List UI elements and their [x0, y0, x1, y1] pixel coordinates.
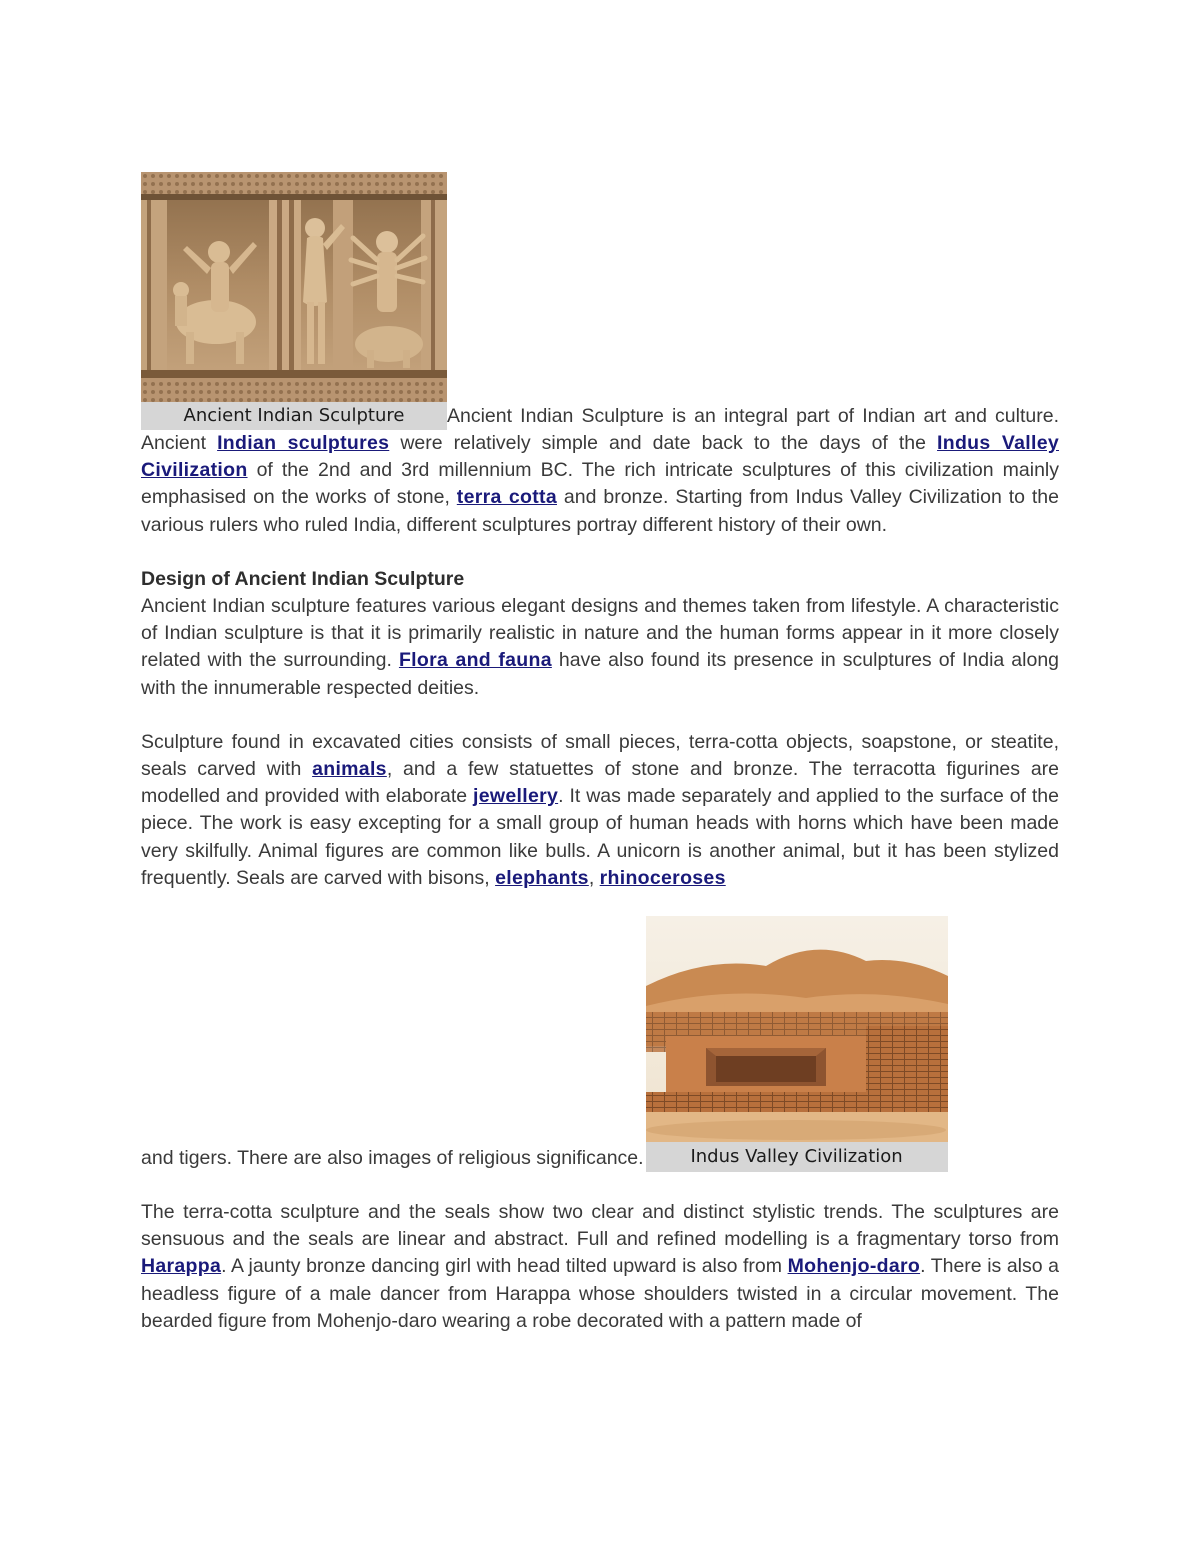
link-jewellery[interactable]: jewellery	[473, 785, 559, 808]
intro-text-4: and bronze. Starting from Indus Valley Civilization to the various rulers who ruled India, different sculptures portray different history of their own.	[141, 486, 1059, 536]
link-animals[interactable]: animals	[312, 758, 387, 781]
intro-text-3: of the 2nd and 3rd millennium BC. The rich intricate sculptures of this civilization mainly emphasised on the works of stone,	[141, 459, 1059, 509]
link-flora-and-fauna[interactable]: Flora and fauna	[398, 649, 552, 672]
excavated-ruins-image	[646, 916, 948, 1142]
terracotta-text-2: . A jaunty bronze dancing girl with head tilted upward is also from	[221, 1255, 788, 1278]
excavated-text-5: and tigers. There are also images of religious significance.	[141, 1146, 644, 1169]
figure-ancient-sculpture	[141, 172, 447, 430]
excavated-text-3: . It was made separately and applied to the surface of the piece. The work is easy excepting for a small group of human heads with horns which have been made very skilfully. Animal figures are common like bulls. A unicorn is another animal, but it has been stylized frequently. Seals are carved with bisons,	[141, 785, 1059, 889]
link-harappa[interactable]: Harappa	[141, 1255, 222, 1278]
carved-stone-sculpture-image	[141, 172, 447, 402]
paragraph-gap	[141, 702, 1059, 729]
intro-text-2: were relatively simple and date back to the days of the	[389, 432, 938, 454]
figure-indus-valley	[646, 916, 948, 1172]
intro-text-1: Ancient Indian Sculpture is an integral part of Indian art and culture. Ancient	[141, 404, 1059, 454]
document-page	[141, 172, 1059, 1335]
paragraph-gap	[141, 539, 1059, 566]
excavated-text-1: Sculpture found in excavated cities consists of small pieces, terra-cotta objects, soapstone, or steatite, seals carved with	[141, 730, 1059, 781]
design-text-1: Ancient Indian sculpture features various elegant designs and themes taken from lifestyle. A characteristic of Indian sculpture is that it is primarily realistic in nature and the human forms appear in it more closely related with the surrounding.	[141, 595, 1059, 672]
figure-caption: Ancient Indian Sculpture	[141, 402, 447, 430]
figure-caption: Indus Valley Civilization	[646, 1142, 948, 1172]
link-rhinoceroses[interactable]: rhinoceroses	[599, 866, 726, 889]
section-heading: Design of Ancient Indian Sculpture	[141, 567, 465, 590]
excavated-text-4: ,	[588, 866, 600, 889]
link-indian-sculptures[interactable]: Indian sculptures	[217, 432, 390, 454]
excavated-text-2: , and a few statuettes of stone and bronze. The terracotta figurines are modelled and provided with elaborate	[141, 758, 1059, 808]
design-text-2: have also found its presence in sculptures of India along with the innumerable respected deities.	[141, 649, 1060, 699]
design-paragraph	[141, 593, 1059, 702]
intro-paragraph	[141, 172, 1059, 539]
excavated-paragraph	[141, 729, 1059, 892]
link-terra-cotta[interactable]: terra cotta	[456, 486, 557, 509]
terracotta-text-3: . There is also a headless figure of a male dancer from Harappa whose shoulders twisted in a circular movement. The bearded figure from Mohenjo-daro wearing a robe decorated with a pattern made of	[141, 1255, 1059, 1332]
link-elephants[interactable]: elephants	[495, 866, 589, 889]
terracotta-text-1: The terra-cotta sculpture and the seals show two clear and distinct stylistic trends. The sculptures are sensuous and the seals are linear and abstract. Full and refined modelling is a fragmentary torso from	[141, 1201, 1059, 1251]
tigers-line	[141, 916, 1059, 1172]
terracotta-paragraph	[141, 1199, 1059, 1335]
link-indus-valley-civilization[interactable]: Indus Valley Civilization	[141, 432, 1059, 482]
paragraph-gap	[141, 1172, 1059, 1199]
link-mohenjo-daro[interactable]: Mohenjo-daro	[787, 1255, 921, 1278]
